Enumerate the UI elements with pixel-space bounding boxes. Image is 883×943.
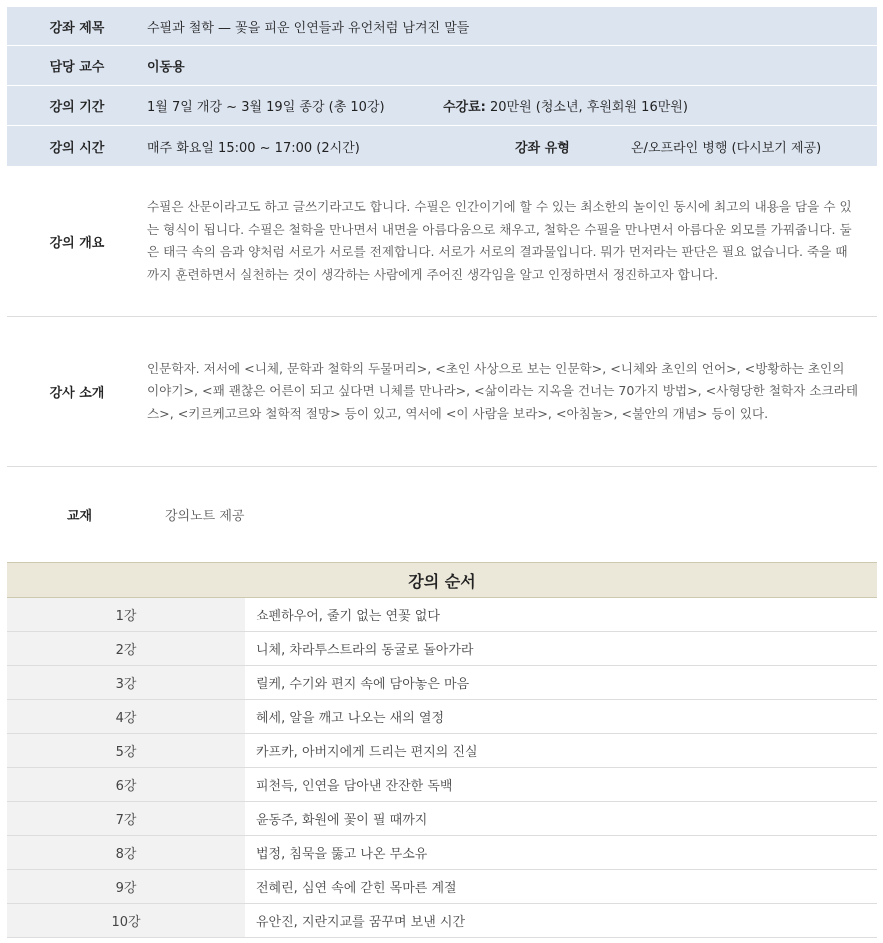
- lecture-title: 릴케, 수기와 편지 속에 담아놓은 마음: [256, 677, 470, 692]
- book-label: 교재: [66, 509, 93, 524]
- type-value: 온/오프라인 병행 (다시보기 제공): [631, 140, 822, 156]
- lecture-number: 7강: [7, 802, 245, 835]
- bio-text: 인문학자. 저서에 <니체, 문학과 철학의 두물머리>, <초인 사상으로 보는 인문학>, <니체와 초인의 언어>, <방황하는 초인의 이야기>, <꽤 괜찮은 어른이 되고 싶다면 니체를 만나라>, <삶이라는 지옥을 건너는 70가지 방법>, <사형당한 철학자 소크라테스>, <키르케고르와 철학적 절망> 등이 있고, 역서에 <이 사람을 보라>, <아침놀>, <불안의 개념> 등이 있다.: [147, 360, 859, 421]
- table-row: [7, 632, 877, 666]
- course-detail: [7, 7, 877, 938]
- overview-row: [7, 166, 877, 317]
- overview-label: 강의 개요: [49, 235, 105, 251]
- lecture-title: 윤동주, 화원에 꽃이 필 때까지: [256, 813, 428, 828]
- lecture-number: 1강: [7, 598, 245, 631]
- lecture-number: 3강: [7, 666, 245, 699]
- lecture-number: 8강: [7, 836, 245, 869]
- order-list: [7, 598, 877, 938]
- course-title: 수필과 철학 — 꽃을 피운 인연들과 유언처럼 남겨진 말들: [147, 20, 470, 36]
- table-row: [7, 666, 877, 700]
- fee-value: 20만원 (청소년, 후원회원 16만원): [485, 100, 688, 115]
- lecture-number: 6강: [7, 768, 245, 801]
- lecture-title: 유안진, 지란지교를 꿈꾸며 보낸 시간: [256, 915, 466, 930]
- order-heading: 강의 순서: [7, 562, 877, 598]
- table-row: [7, 836, 877, 870]
- lecture-title: 피천득, 인연을 담아낸 잔잔한 독백: [256, 779, 453, 794]
- lecture-number: 5강: [7, 734, 245, 767]
- time-row: [7, 126, 877, 166]
- fee-label: 수강료:: [443, 100, 486, 115]
- overview-text: 수필은 산문이라고도 하고 글쓰기라고도 합니다. 수필은 인간이기에 할 수 있는 최소한의 놀이인 동시에 최고의 내용을 담을 수 있는 형식이 됩니다. 수필은 철학을 만나면서 내면을 아름다움으로 채우고, 철학은 수필을 만나면서 아름다운 외모를 가꿔줍니다. 둘은 태극 속의 음과 양처럼 서로가 서로를 전제합니다. 서로가 서로의 결과물입니다. 뭐가 먼저라는 판단은 필요 없습니다. 죽을 때까지 훈련하면서 실천하는 것이 생각하는 사람에게 주어진 생각임을 알고 인정하면서 정진하고자 합니다.: [147, 199, 852, 282]
- bio-label: 강사 소개: [49, 386, 105, 401]
- lecture-title: 법정, 침묵을 뚫고 나온 무소유: [256, 847, 428, 862]
- lecture-number: 2강: [7, 632, 245, 665]
- professor-name: 이동용: [147, 60, 185, 75]
- lecture-number: 10강: [7, 904, 245, 937]
- bio-row: [7, 317, 877, 467]
- table-row: [7, 734, 877, 768]
- course-title-row: [7, 7, 877, 46]
- time-value: 매주 화요일 15:00 ~ 17:00 (2시간): [147, 140, 360, 156]
- book-text: 강의노트 제공: [165, 509, 245, 524]
- lecture-title: 헤세, 알을 깨고 나오는 새의 열정: [256, 711, 445, 726]
- lecture-number: 4강: [7, 700, 245, 733]
- period-row: [7, 86, 877, 126]
- course-title-label: 강좌 제목: [49, 20, 105, 36]
- professor-label: 담당 교수: [49, 60, 105, 75]
- type-label: 강좌 유형: [515, 140, 570, 156]
- lecture-title: 전혜린, 심연 속에 갇힌 목마른 계절: [256, 881, 457, 896]
- lecture-title: 니체, 차라투스트라의 동굴로 돌아가라: [256, 643, 474, 658]
- period-value: 1월 7일 개강 ~ 3월 19일 종강 (총 10강): [147, 100, 385, 115]
- lecture-title: 쇼펜하우어, 줄기 없는 연꽃 없다: [256, 609, 440, 624]
- table-row: [7, 904, 877, 938]
- book-row: [7, 467, 877, 562]
- table-row: [7, 768, 877, 802]
- table-row: [7, 700, 877, 734]
- lecture-title: 카프카, 아버지에게 드리는 편지의 진실: [256, 745, 478, 760]
- lecture-number: 9강: [7, 870, 245, 903]
- table-row: [7, 802, 877, 836]
- period-label: 강의 기간: [49, 100, 105, 115]
- table-row: [7, 598, 877, 632]
- table-row: [7, 870, 877, 904]
- professor-row: [7, 46, 877, 86]
- time-label: 강의 시간: [49, 140, 105, 156]
